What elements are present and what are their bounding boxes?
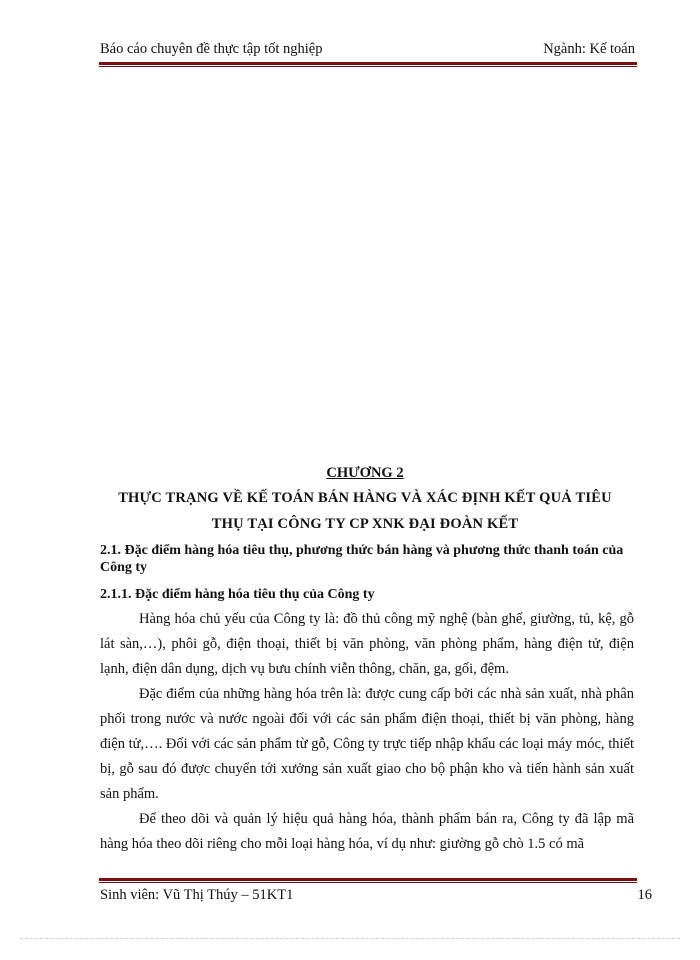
chapter-number: CHƯƠNG 2 — [326, 465, 404, 481]
report-title: Báo cáo chuyên đề thực tập tốt nghiệp — [100, 41, 323, 57]
footer-rule-thin — [99, 882, 637, 883]
paragraph-tracking: Để theo dõi và quản lý hiệu quả hàng hóa, thành phẩm bán ra, Công ty đã lập mã hàng hóa theo dõi riêng cho mỗi loại hàng hóa, ví dụ như: giường gỗ chò 1.5 có mã — [100, 811, 634, 852]
footer-rule — [99, 878, 637, 883]
chapter-title-line-1: THỰC TRẠNG VỀ KẾ TOÁN BÁN HÀNG VÀ XÁC ĐỊNH KẾT QUẢ TIÊU — [118, 490, 612, 506]
page-footer — [100, 887, 652, 907]
section-heading: 2.1. Đặc điểm hàng hóa tiêu thụ, phương thức bán hàng và phương thức thanh toán của Công ty — [100, 543, 624, 575]
page-boundary — [20, 938, 680, 939]
chapter-title-line-2: THỤ TẠI CÔNG TY CP XNK ĐẠI ĐOÀN KẾT — [211, 516, 519, 532]
major-label: Ngành: Kế toán — [543, 41, 635, 57]
page-number: 16 — [637, 887, 652, 903]
header-rule-thin — [99, 66, 637, 67]
header-rule — [99, 62, 637, 67]
student-name: Sinh viên: Vũ Thị Thúy – 51KT1 — [100, 887, 294, 903]
page-header — [100, 41, 635, 61]
footer-rule-thick — [99, 878, 637, 881]
header-rule-thick — [99, 62, 637, 65]
paragraph-characteristics: Đặc điểm của những hàng hóa trên là: được cung cấp bởi các nhà sản xuất, nhà phân phối trong nước và nước ngoài đối với các sản phẩm điện thoại, thiết bị văn phòng, hàng điện tử,…. Đối với các sản phẩm từ gỗ, Công ty trực tiếp nhập khẩu các loại máy móc, thiết bị, gỗ sau đó được chuyển tới xưởng sản xuất giao cho bộ phận kho và tiến hành sản xuất sản phẩm. — [100, 686, 634, 802]
paragraph-goods: Hàng hóa chủ yếu của Công ty là: đồ thủ công mỹ nghệ (bàn ghế, giường, tủ, kệ, gỗ lát sàn,…), phôi gỗ, điện thoại, thiết bị văn phòng, văn phòng phẩm, hàng điện tử, điện lạnh, điện dân dụng, dịch vụ bưu chính viễn thông, chăn, ga, gối, đệm. — [100, 611, 634, 677]
subsection-heading: 2.1.1. Đặc điểm hàng hóa tiêu thụ của Công ty — [100, 587, 375, 602]
